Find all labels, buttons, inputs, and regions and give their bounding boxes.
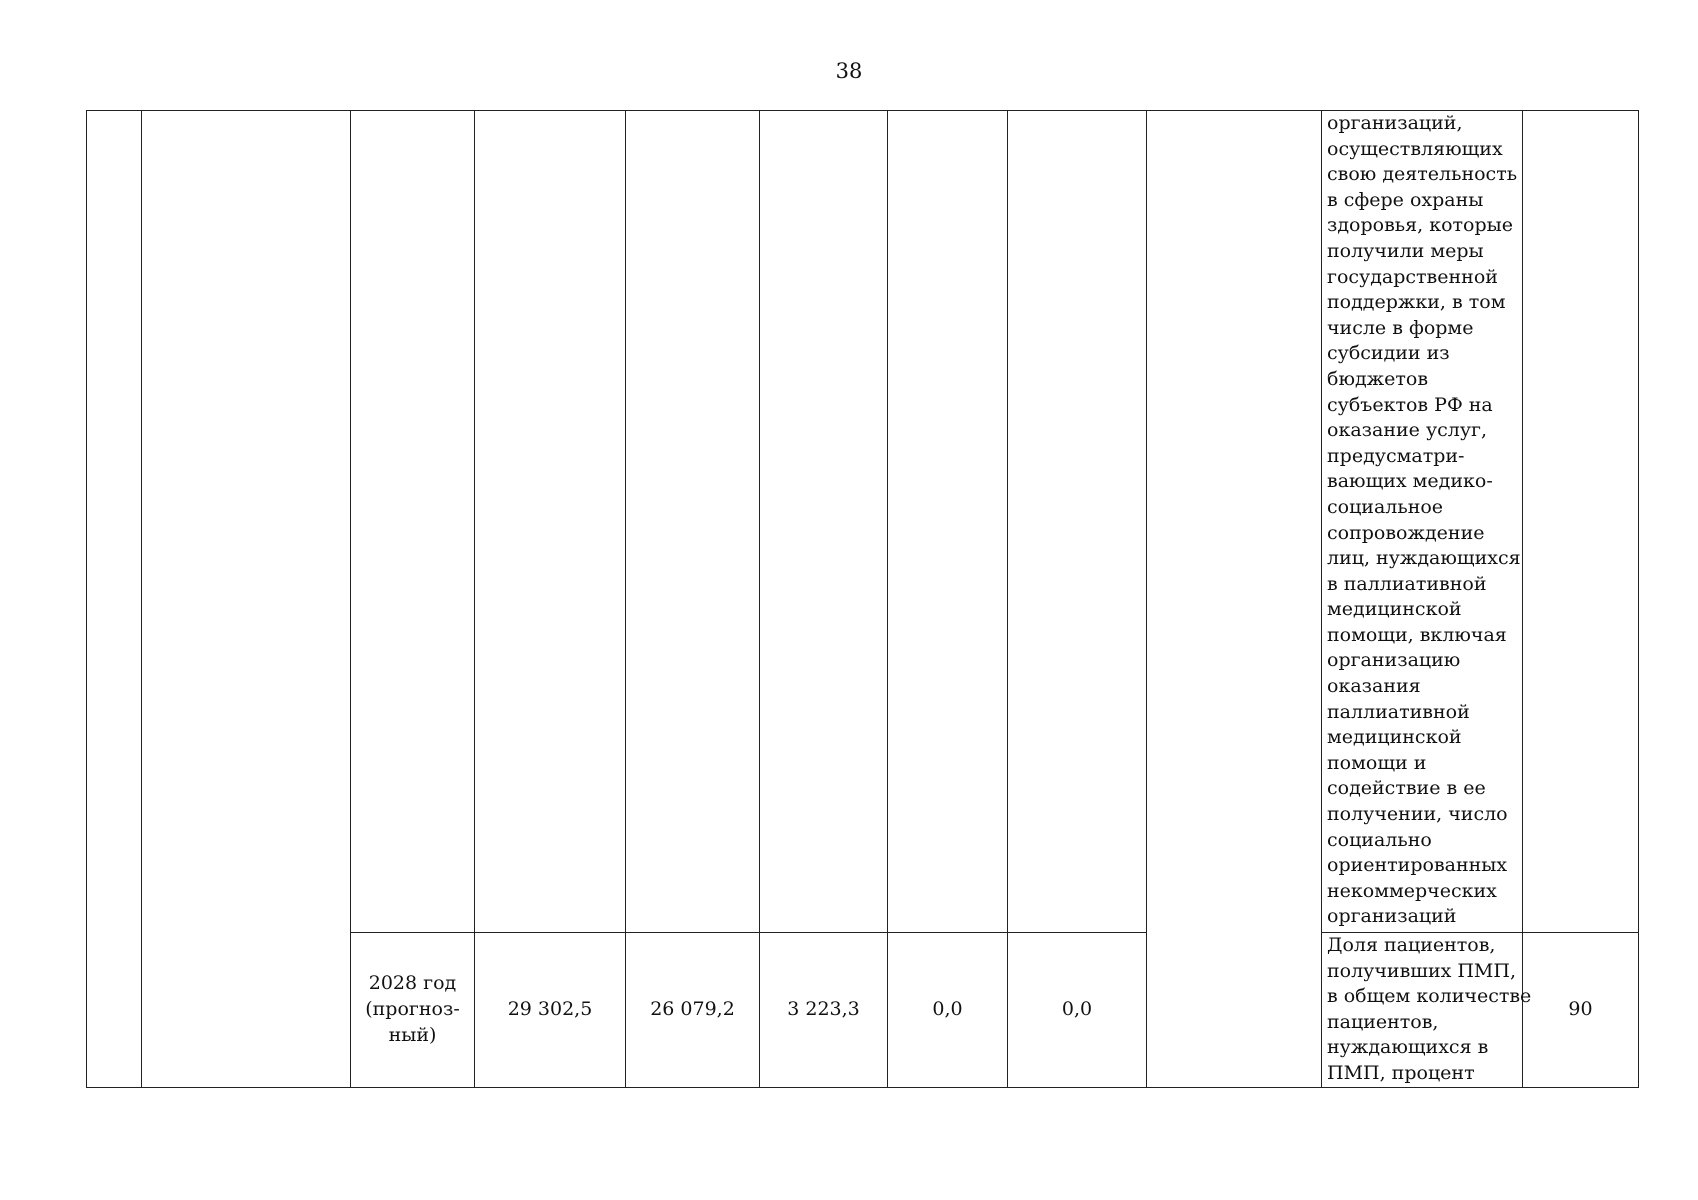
year-label: 2028 год bbox=[368, 972, 457, 995]
indicator-text-top: организаций, осуществляющих свою деятельность в сфере охраны здоровья, которые получили меры государственной поддержки, в том числе в форме субсидии из бюджетов субъектов РФ на оказание услуг, предусматри- вающих медико- социальное сопровождение лиц, нуждающихся в паллиативной медицинской помощи, включая организацию оказания паллиативной медицинской помощи и содействие в ее получении, число социально ориентированных некоммерческих организаций bbox=[1327, 112, 1521, 928]
cell-federal-2028: 26 079,2 bbox=[626, 933, 760, 1088]
cell-indicator-top bbox=[1322, 111, 1523, 933]
cell-total-2028: 29 302,5 bbox=[475, 933, 626, 1088]
year-note-1: (прогноз- bbox=[365, 997, 460, 1020]
cell-regional-top bbox=[760, 111, 888, 933]
cell-number bbox=[87, 111, 142, 1088]
cell-other-2028: 0,0 bbox=[1008, 933, 1147, 1088]
cell-indicator-value-2028: 90 bbox=[1523, 933, 1639, 1088]
cell-regional-2028: 3 223,3 bbox=[760, 933, 888, 1088]
cell-federal-top bbox=[626, 111, 760, 933]
cell-responsible bbox=[1147, 111, 1322, 1088]
year-note-2: ный) bbox=[388, 1023, 437, 1046]
indicator-text-2028: Доля пациентов, получивших ПМП, в общем количестве пациентов, нуждающихся в ПМП, процент bbox=[1327, 934, 1532, 1084]
program-table bbox=[86, 110, 1639, 1088]
cell-local-2028: 0,0 bbox=[888, 933, 1008, 1088]
page-number: 38 bbox=[835, 59, 863, 83]
cell-other-top bbox=[1008, 111, 1147, 933]
table-row-top bbox=[87, 111, 1639, 933]
cell-year-2028 bbox=[351, 933, 475, 1088]
cell-indicator-2028 bbox=[1322, 933, 1532, 1088]
cell-name bbox=[142, 111, 351, 1088]
cell-indicator-value-top bbox=[1523, 111, 1639, 933]
cell-year-top bbox=[351, 111, 475, 933]
cell-total-top bbox=[475, 111, 626, 933]
cell-local-top bbox=[888, 111, 1008, 933]
